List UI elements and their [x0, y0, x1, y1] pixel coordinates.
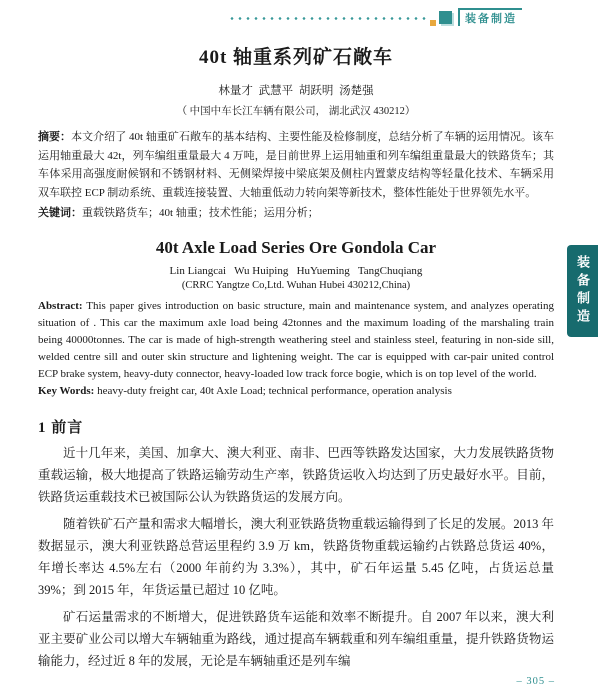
abstract-text-zh: 本文介绍了 40t 轴重矿石敞车的基本结构、主要性能及检修制度，总结分析了车辆的运用情况。该车运用轴重最大 42t，列车编组重量最大 4 万吨，是目前世界上运用轴重和列车编组重量最大的铁路货车；其车体采用高强度耐候钢和不锈钢材料、无侧梁焊接中梁底架及侧柱内置蒙皮结构等轻量化技术、车辆采用双车联控 ECP 制动系统、重载连接装置、大轴重低动力转向架等新技术，整体性能处于世界领先水平。 [38, 131, 554, 199]
affiliation-zh: （ 中国中车长江车辆有限公司， 湖北武汉 430212） [176, 106, 416, 117]
section-heading-intro: 1 前言 [38, 419, 84, 436]
paper-title-en: 40t Axle Load Series Ore Gondola Car [155, 237, 437, 257]
abstract-label-en: Abstract: [38, 299, 83, 312]
abstract-en [38, 298, 554, 383]
keywords-zh [38, 204, 554, 223]
authors-zh: 林量才 武慧平 胡跃明 汤楚强 [218, 85, 374, 97]
keywords-label-zh: 关键词： [38, 207, 82, 219]
abstract-text-en: This paper gives introduction on basic structure, main and maintenance system, and analyzes operating situation of . This car the maximum axle load being 42tonnes and the maximum loading of the marshaling train being 40000tonnes. The car is made of high-strength weathering steel and stainless steel, featuring in non-side sill, welded centre sill and outer skin structure and lightening weight. The car is equipped with car-pair united control ECP brake system, heavy-duty connector, heavy-loaded low track force bogie, which is on top level of the world. [38, 299, 554, 380]
journal-section-label: 装备制造 [458, 8, 522, 26]
authors-en: Lin Liangcai Wu Huiping HuYueming TangChuqiang [169, 264, 423, 277]
body-paragraph: 近十几年来，美国、加拿大、澳大利亚、南非、巴西等铁路发达国家，大力发展铁路货物重载运输，极大地提高了铁路运输劳动生产率，铁路货运收入均达到了历史最好水平。目前，铁路货运重载技术已被国际公认为铁路货运的发展方向。 [38, 445, 554, 504]
keywords-text-zh: 重载铁路货车；40t 轴重；技术性能；运用分析； [82, 207, 319, 219]
dotted-rule [228, 16, 428, 21]
page-number: – 305 – [516, 676, 555, 687]
abstract-label-zh: 摘要： [38, 131, 72, 143]
body-paragraph: 矿石运量需求的不断增大，促进铁路货车运能和效率不断提升。自 2007 年以来，澳大利亚主要矿业公司以增大车辆轴重为路线，通过提高车辆载重和列车编组重量，提升铁路货物运输能力，经过近 8 年的发展，无论是车辆轴重还是列车编 [38, 609, 554, 668]
keywords-label-en: Key Words: [38, 384, 95, 397]
keywords-en [38, 383, 554, 400]
affiliation-en: (CRRC Yangtze Co,Ltd. Wuhan Hubei 430212,China) [181, 279, 411, 291]
section-side-tab [567, 245, 598, 337]
orange-square-icon [430, 20, 436, 26]
page-header [0, 8, 600, 32]
abstract-zh [38, 128, 554, 202]
paper-title-zh: 40t 轴重系列矿石敞车 [198, 47, 394, 68]
journal-brand [430, 8, 522, 26]
teal-square-icon [439, 11, 452, 24]
side-tab-label: 装备制造 [575, 255, 590, 327]
body-paragraph: 随着铁矿石产量和需求大幅增长，澳大利亚铁路货物重载运输得到了长足的发展。2013 年数据显示，澳大利亚铁路总营运里程约 3.9 万 km，铁路货物重载运输约占铁路总货运 40%，年增长率达 4.5%左右（2000 年前约为 3.3%），其中，矿石年运量 5.45 亿吨，占货运总量 39%；到 2015 年，年货运量已超过 10 亿吨。 [38, 516, 554, 597]
keywords-text-en: heavy-duty freight car, 40t Axle Load; technical performance, operation analysis [94, 384, 452, 397]
